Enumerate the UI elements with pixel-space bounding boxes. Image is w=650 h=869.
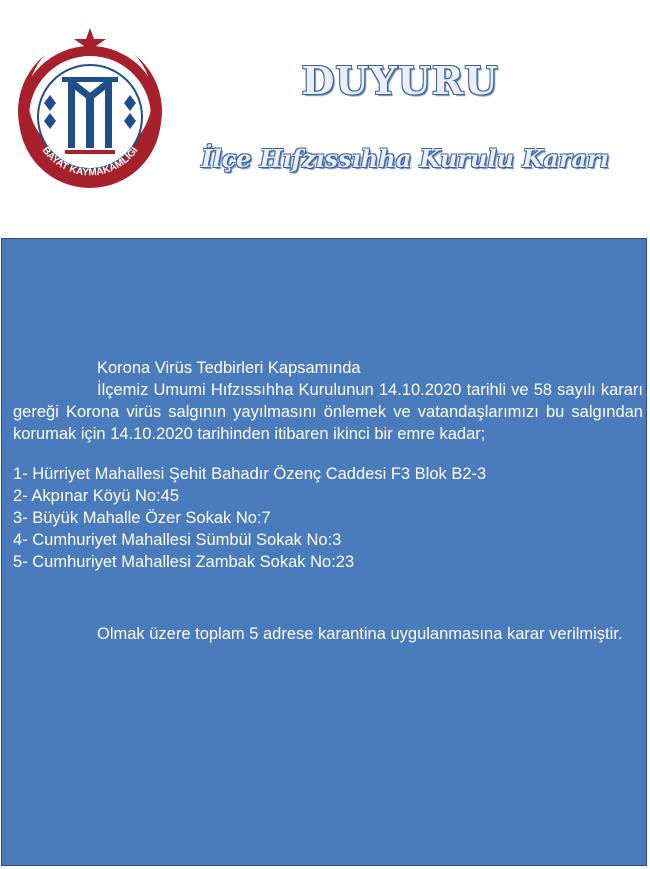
logo-text: BAYAT KAYMAKAMLIĞI <box>39 145 141 179</box>
list-item: 1- Hürriyet Mahallesi Şehit Bahadır Özenç Caddesi F3 Blok B2-3 <box>13 465 487 483</box>
announcement-panel <box>1 238 647 866</box>
address-list <box>13 463 643 573</box>
list-item: 4- Cumhuriyet Mahallesi Sümbül Sokak No:3 <box>13 531 342 549</box>
page-subtitle: İlçe Hıfzıssıhha Kurulu Kararı <box>201 144 609 173</box>
intro-line: Korona Virüs Tedbirleri Kapsamında <box>97 359 361 377</box>
list-item: 2- Akpınar Köyü No:45 <box>13 487 180 505</box>
decision-paragraph: İlçemiz Umumi Hıfzıssıhha Kurulunun 14.10.2020 tarihli ve 58 sayılı kararı gereği Korona virüs salgının yayılmasını önlemek ve vatandaşlarımızı bu salgından korumak için 14.10.2020 tarihinden itibaren ikinci bir emre kadar; <box>13 381 643 443</box>
announcement-body <box>13 357 643 662</box>
list-item: 3- Büyük Mahalle Özer Sokak No:7 <box>13 509 271 527</box>
page-title: DUYURU <box>301 58 499 103</box>
list-item: 5- Cumhuriyet Mahallesi Zambak Sokak No:23 <box>13 553 355 571</box>
closing-paragraph: Olmak üzere toplam 5 adrese karantina uygulanmasına karar verilmiştir. <box>97 625 623 643</box>
bayat-kaymakamligi-logo <box>10 25 170 195</box>
header <box>0 0 650 238</box>
